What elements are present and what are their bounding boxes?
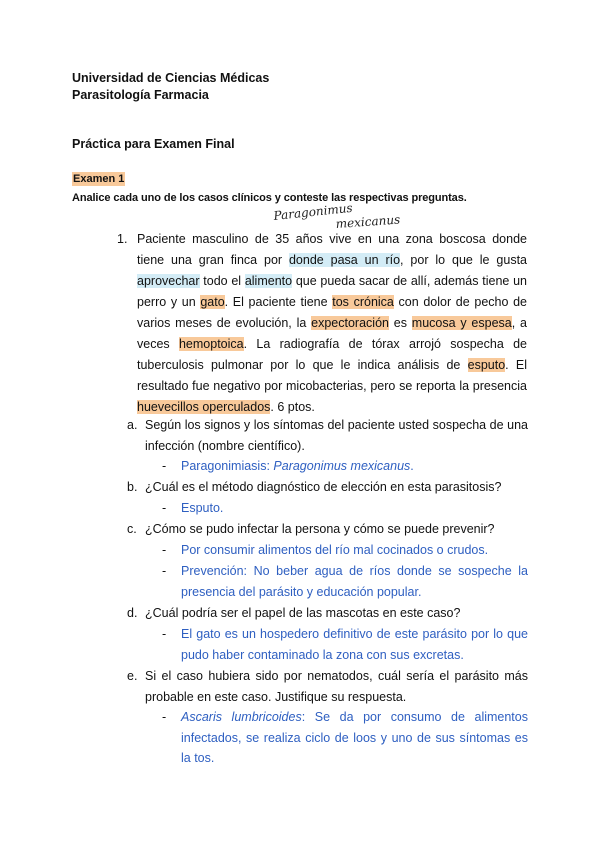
highlight: tos crónica (332, 295, 394, 309)
answer-e: Ascaris lumbricoides: Se da por consumo de alimentos infectados, se realiza ciclo de loos y uno de sus síntomas es la tos. (181, 710, 528, 765)
handwritten-word-2: mexicanus (335, 212, 401, 231)
handwritten-word-1: Paragonimus (272, 200, 354, 223)
question-b: ¿Cuál es el método diagnóstico de elección en esta parasitosis? (145, 480, 502, 494)
answer-bullet: - (162, 564, 167, 578)
question-e: Si el caso hubiera sido por nematodos, cuál sería el parásito más probable en este caso. Justifique su respuesta. (145, 669, 528, 704)
answer-bullet: - (162, 459, 167, 473)
answer-c-1: Por consumir alimentos del río mal cocinados o crudos. (181, 543, 489, 557)
answer-a: Paragonimiasis: Paragonimus mexicanus. (181, 459, 414, 473)
question-c: ¿Cómo se pudo infectar la persona y cómo se puede prevenir? (145, 522, 495, 536)
highlight: gato (200, 295, 225, 309)
highlight: hemoptoica (178, 337, 244, 351)
highlight: huevecillos operculados (137, 400, 271, 414)
clinical-case-text: Paciente masculino de 35 años vive en una zona boscosa donde tiene una gran finca por donde pasa un río, por lo que le gusta aprovechar todo el alimento que pueda sacar de allí, además tiene un perro y un gato. El paciente tiene tos crónica con dolor de pecho de varios meses de evolución, la expectoración es mucosa y espesa, a veces hemoptoica. La radiografía de tórax arrojó sospecha de tuberculosis pulmonar por lo que le indica análisis de esputo. El resultado fue negativo por micobacterias, pero se reporta la presencia huevecillos operculados. 6 ptos. (137, 232, 528, 414)
answer-bullet: - (162, 543, 167, 557)
highlight: aprovechar (137, 274, 200, 288)
answer-bullet: - (162, 710, 167, 724)
highlight: alimento (244, 274, 293, 288)
answer-bullet: - (162, 627, 167, 641)
university-name: Universidad de Ciencias Médicas (72, 71, 270, 85)
answer-c-2: Prevención: No beber agua de ríos donde se sospeche la presencia del parásito y educación popular. (181, 564, 528, 599)
question-letter-b: b. (127, 480, 138, 494)
case-number: 1. (117, 232, 128, 246)
practice-title: Práctica para Examen Final (72, 137, 235, 151)
course-name: Parasitología Farmacia (72, 88, 209, 102)
question-a: Según los signos y los síntomas del paciente usted sospecha de una infección (nombre científico). (145, 418, 528, 453)
question-letter-d: d. (127, 606, 138, 620)
answer-b: Esputo. (181, 501, 224, 515)
question-letter-a: a. (127, 418, 138, 432)
exam-label: Examen 1 (73, 173, 125, 185)
question-d: ¿Cuál podría ser el papel de las mascotas en este caso? (145, 606, 461, 620)
highlight: esputo (467, 358, 506, 372)
answer-d: El gato es un hospedero definitivo de este parásito por lo que pudo haber contaminado la zona con sus excretas. (181, 627, 528, 662)
highlight: expectoración (311, 316, 389, 330)
highlight: donde pasa un río (288, 253, 401, 267)
highlight: mucosa y espesa (411, 316, 512, 330)
answer-bullet: - (162, 501, 167, 515)
question-letter-e: e. (127, 669, 138, 683)
exam-instructions: Analice cada uno de los casos clínicos y conteste las respectivas preguntas. (72, 192, 467, 204)
question-letter-c: c. (127, 522, 137, 536)
